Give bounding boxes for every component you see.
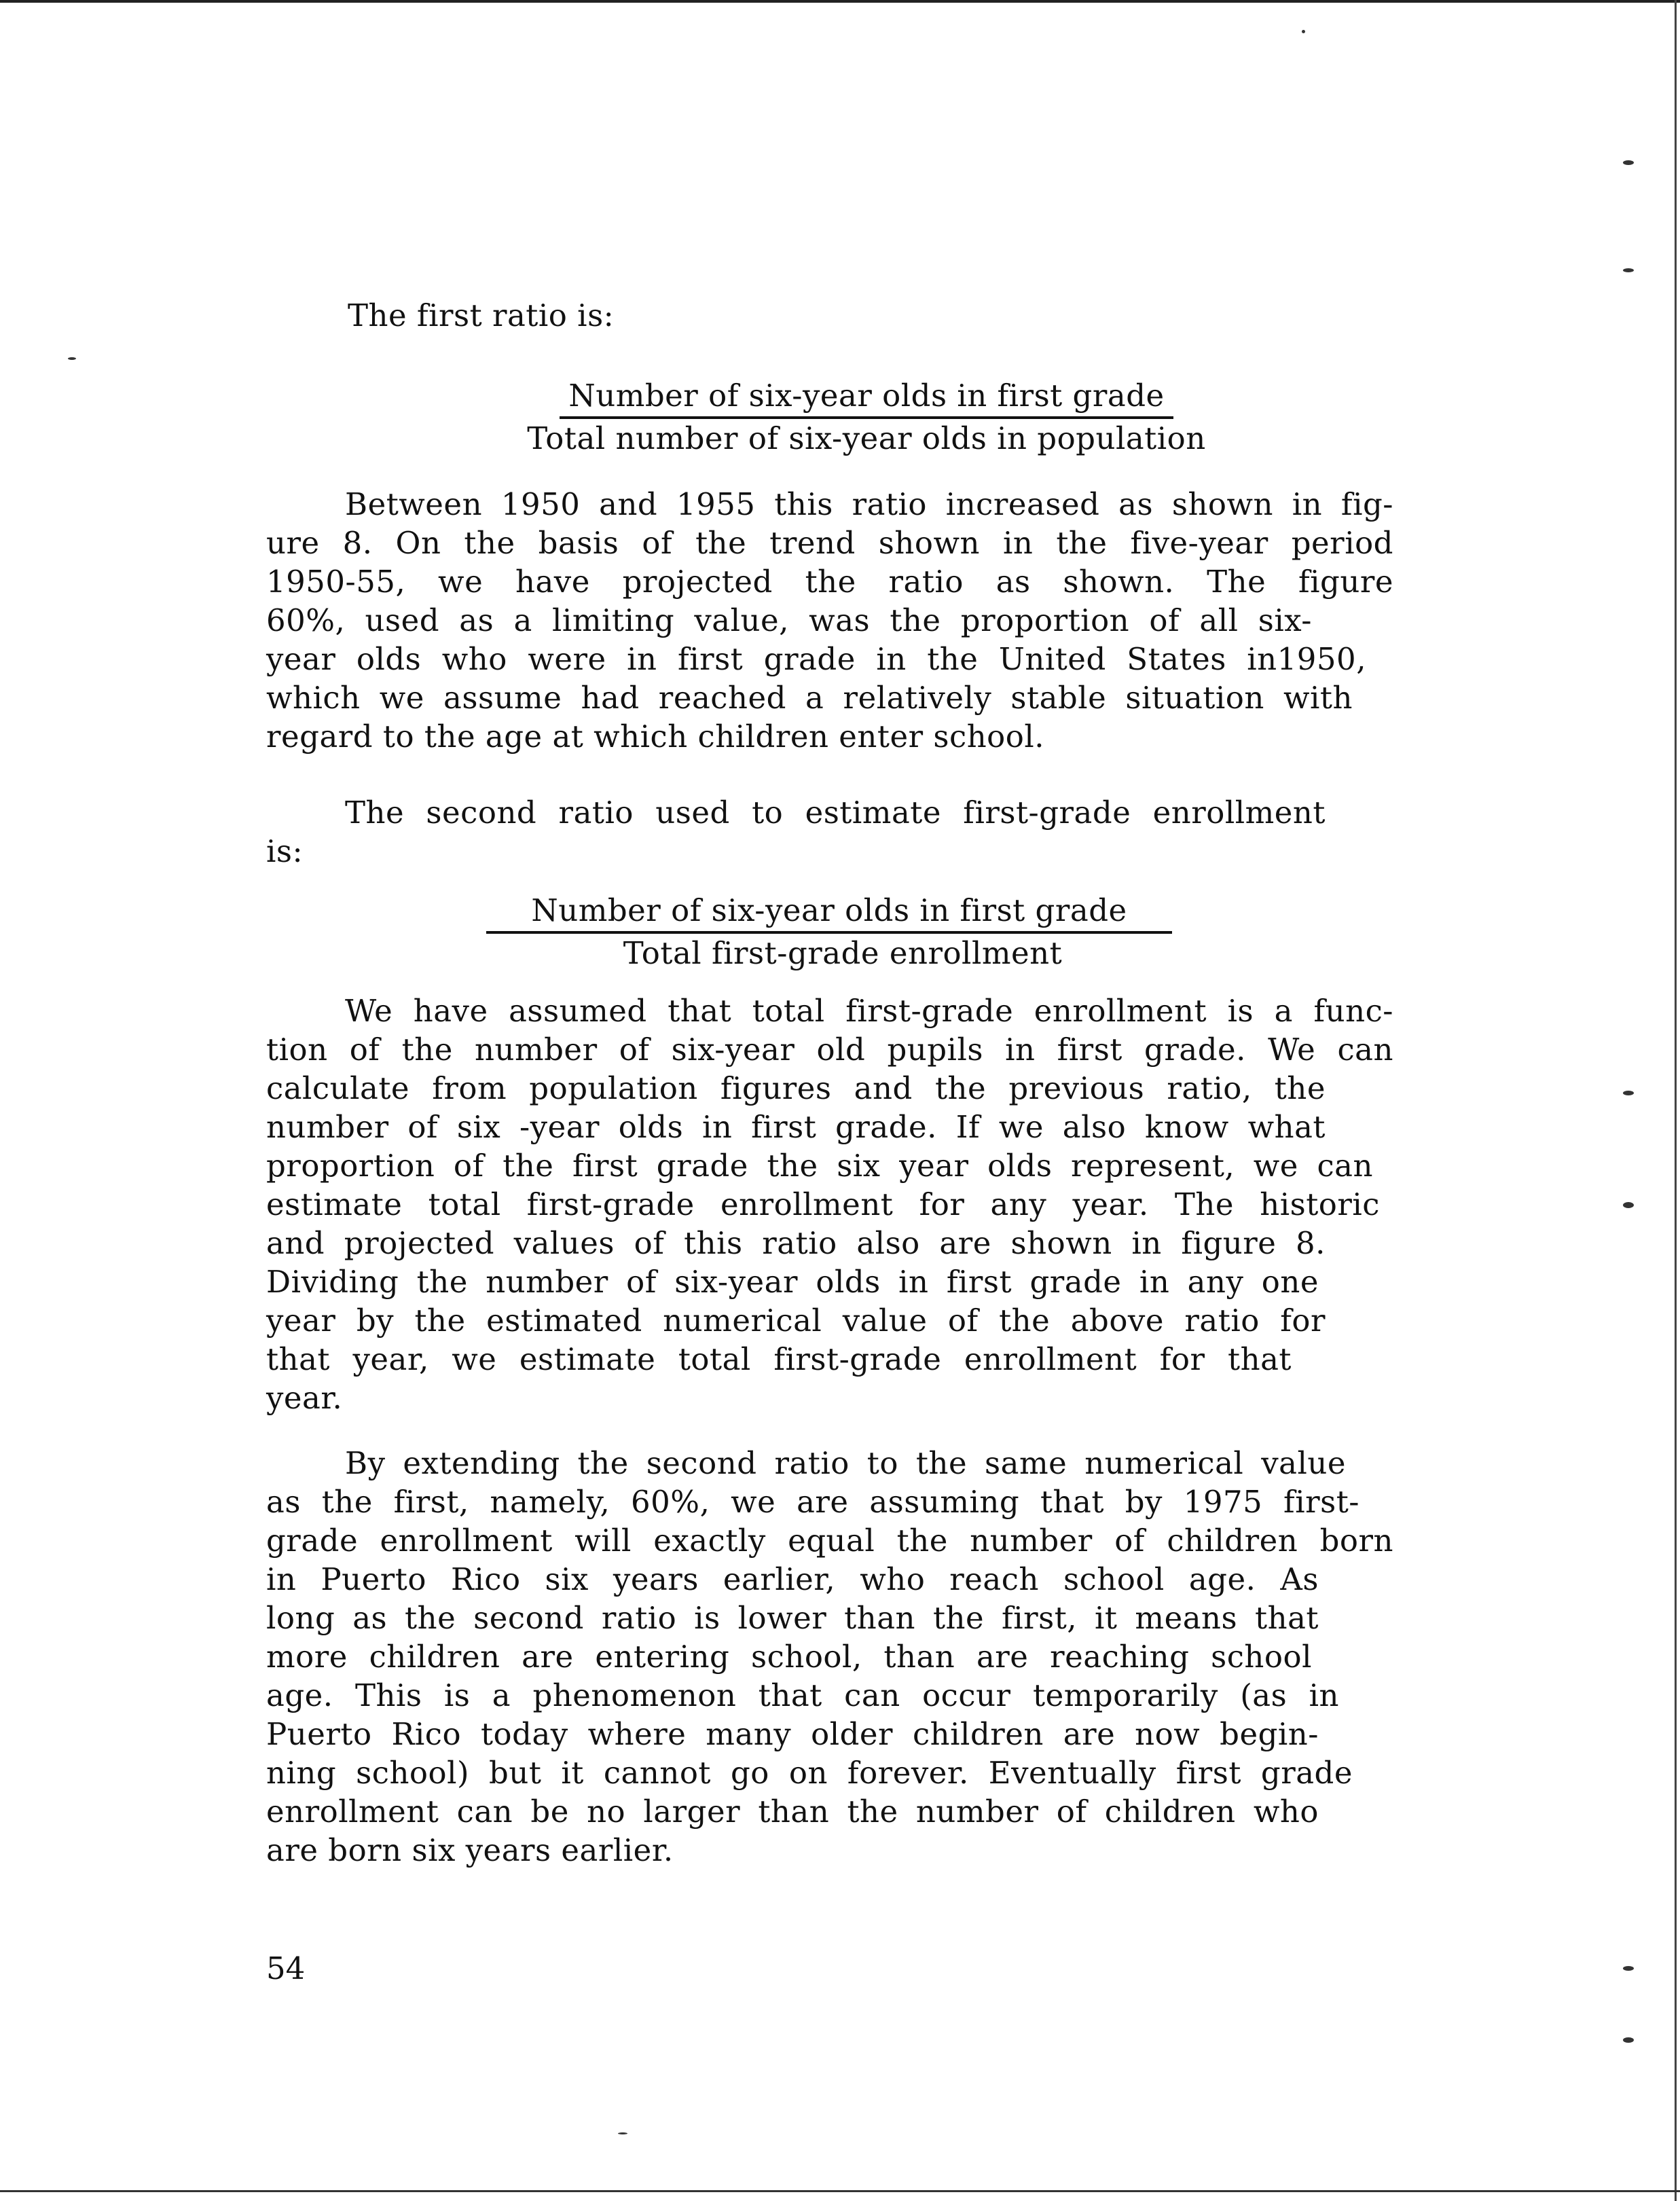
paragraph-line: year olds who were in first grade in the United States in1950, [266,641,1366,677]
paragraph-line: ure 8. On the basis of the trend shown in the five-year period [266,525,1393,561]
paragraph-line: 60%, used as a limiting value, was the proportion of all six- [266,602,1312,638]
scan-speck [68,357,76,360]
paragraph-line: estimate total first-grade enrollment for any year. The historic [266,1186,1380,1222]
paragraph-line: age. This is a phenomenon that can occur temporarily (as in [266,1677,1339,1713]
scan-speck [1623,160,1634,165]
paragraph-line: which we assume had reached a relatively stable situation with [266,680,1353,716]
ratio-first [486,376,1247,458]
paragraph-3 [266,992,1393,1417]
paragraph-line: The second ratio used to estimate first-grade enrollment [345,795,1326,831]
paragraph-line: We have assumed that total first-grade enrollment is a func- [345,993,1393,1029]
page-top-edge [0,0,1680,3]
paragraph-line: year by the estimated numerical value of the above ratio for [266,1303,1326,1339]
paragraph-line: proportion of the first grade the six year olds represent, we can [266,1148,1373,1184]
paragraph-line: is: [266,833,304,869]
scan-speck [618,2132,627,2134]
ratio-first-numerator: Number of six-year olds in first grade [560,376,1173,419]
paragraph-line: tion of the number of six-year old pupils in first grade. We can [266,1032,1393,1068]
ratio-second [486,891,1172,972]
paragraph-line: 1950-55, we have projected the ratio as shown. The figure [266,564,1393,600]
scan-speck [1623,1091,1634,1095]
paragraph-line: more children are entering school, than are reaching school [266,1639,1312,1675]
paragraph-line: number of six -year olds in first grade. If we also know what [266,1109,1326,1145]
paragraph-line: enrollment can be no larger than the number of children who [266,1794,1319,1830]
scan-speck [1623,1966,1634,1971]
intro-line: The first ratio is: [348,297,615,333]
paragraph-line: regard to the age at which children enter school. [266,718,1045,754]
page-number: 54 [266,1950,306,1986]
scan-speck [1302,30,1305,33]
paragraph-line: in Puerto Rico six years earlier, who reach school age. As [266,1561,1319,1597]
paragraph-line: ning school) but it cannot go on forever. Eventually first grade [266,1755,1353,1791]
scan-speck [1623,1202,1634,1208]
ratio-second-numerator: Number of six-year olds in first grade [486,891,1172,934]
paragraph-line: Between 1950 and 1955 this ratio increased as shown in fig- [345,486,1393,522]
paragraph-line: calculate from population figures and the previous ratio, the [266,1070,1326,1106]
paragraph-line: that year, we estimate total first-grade enrollment for that [266,1341,1292,1377]
paragraph-line: and projected values of this ratio also are shown in figure 8. [266,1225,1326,1261]
paragraph-2 [266,793,1393,871]
paragraph-4 [266,1444,1393,1870]
paragraph-line: Puerto Rico today where many older children are now begin- [266,1716,1319,1752]
paragraph-line: By extending the second ratio to the same numerical value [345,1445,1346,1481]
paragraph-line: year. [266,1380,343,1416]
paragraph-line: Dividing the number of six-year olds in first grade in any one [266,1264,1319,1300]
paragraph-line: as the first, namely, 60%, we are assuming that by 1975 first- [266,1484,1359,1520]
paragraph-1 [266,485,1393,756]
page-bottom-edge [0,2190,1680,2192]
scan-speck [1623,2037,1634,2043]
paragraph-line: are born six years earlier. [266,1832,674,1868]
scan-speck [1623,268,1634,272]
page-right-edge [1675,0,1677,2201]
paragraph-line: long as the second ratio is lower than the first, it means that [266,1600,1319,1636]
ratio-second-denominator: Total first-grade enrollment [623,935,1063,971]
ratio-first-denominator: Total number of six-year olds in population [527,420,1206,456]
paragraph-line: grade enrollment will exactly equal the number of children born [266,1523,1393,1559]
